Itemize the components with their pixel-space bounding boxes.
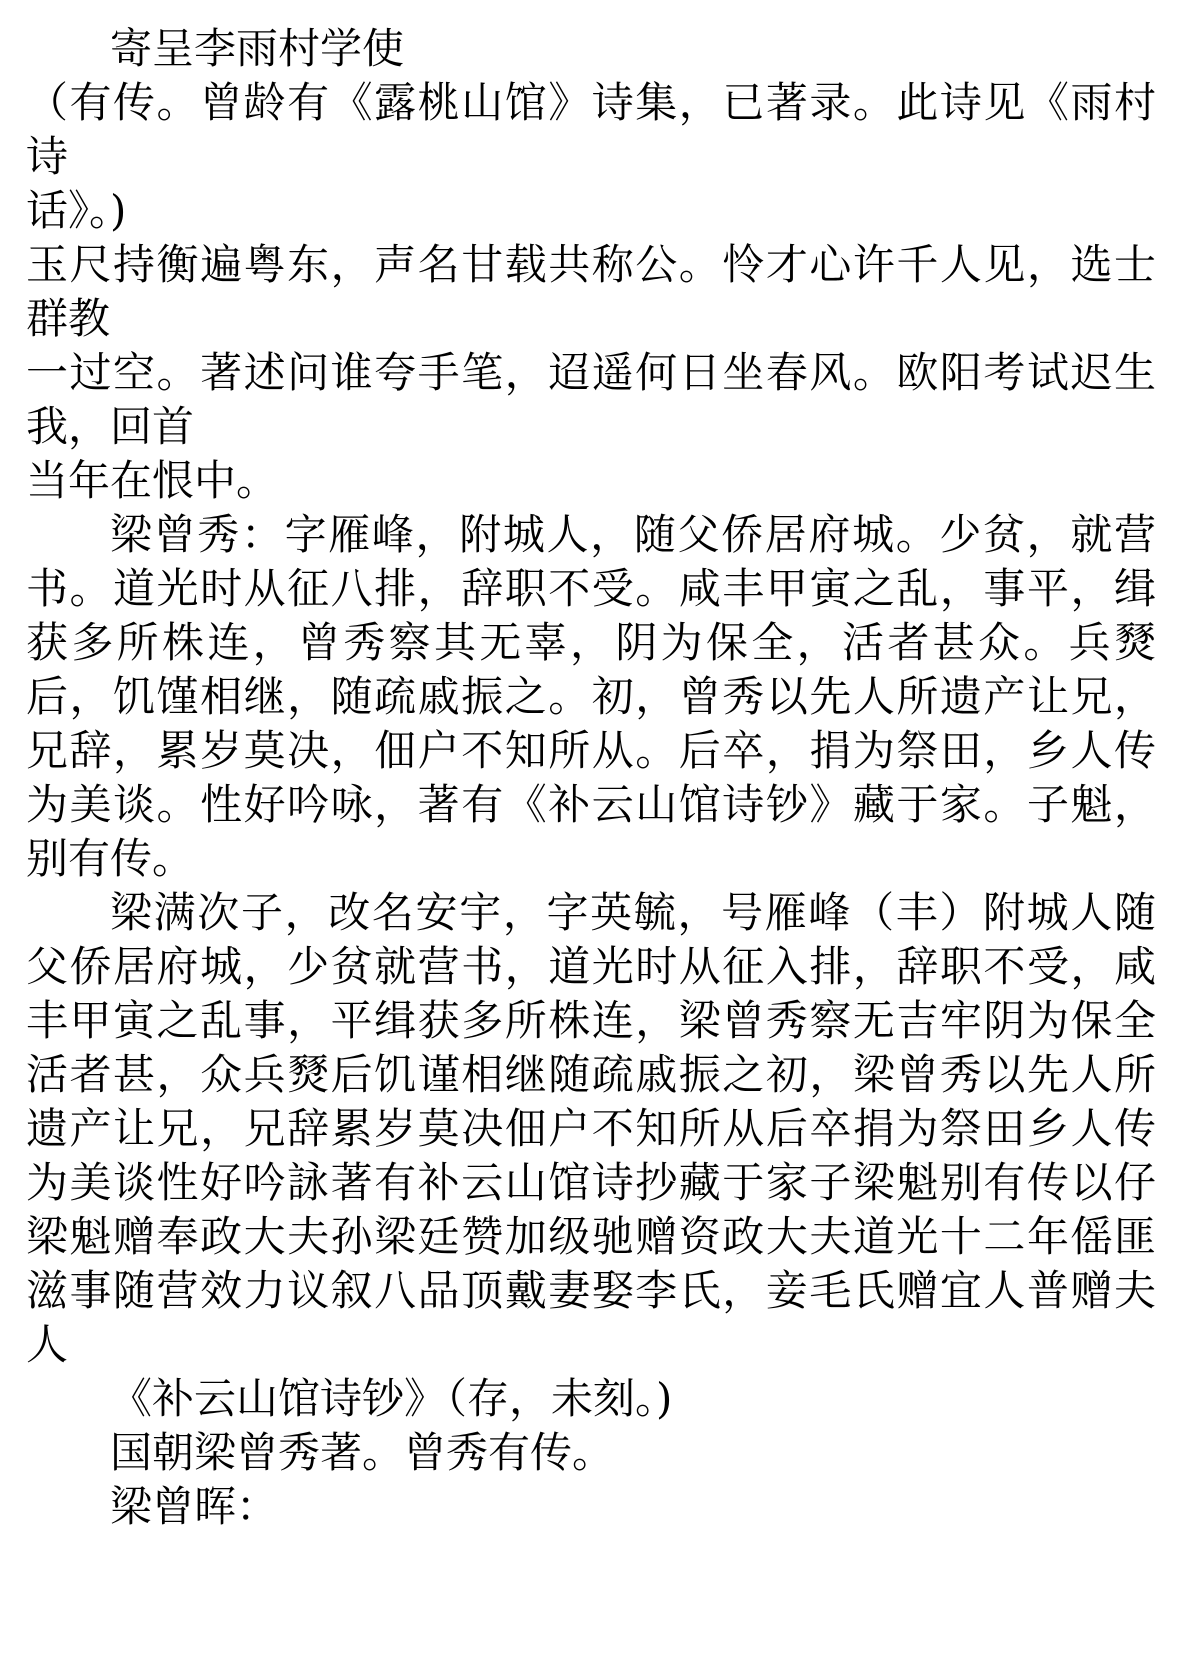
biography-variant-line: 梁魁赠奉政大夫孙梁廷赞加级驰赠资政大夫道光十二年傜匪 [26, 1212, 1156, 1261]
poem-line: 玉尺持衡遍粤东，声名甘载共称公。怜才心许千人见，选士 [26, 240, 1156, 289]
biography-variant-line: 人 [26, 1320, 69, 1369]
biography-variant-line: 为美谈性好吟詠著有补云山馆诗抄藏于家子梁魁别有传以仔 [26, 1158, 1156, 1207]
biography-variant-line: 活者甚，众兵燹后饥谨相继随疏戚振之初，梁曾秀以先人所 [26, 1050, 1156, 1099]
book-author: 国朝梁曾秀著。曾秀有传。 [110, 1428, 615, 1477]
biography-line: 为美谈。性好吟咏，著有《补云山馆诗钞》藏于家。子魁， [26, 780, 1156, 829]
biography-line: 梁曾秀：字雁峰，附城人，随父侨居府城。少贫，就营 [110, 510, 1156, 559]
poem-line: 群教 [26, 294, 111, 343]
next-entry-heading: 梁曾晖： [110, 1482, 279, 1531]
poem-title: 寄呈李雨村学使 [110, 24, 405, 73]
biography-line: 书。道光时从征八排，辞职不受。咸丰甲寅之乱，事平，缉 [26, 564, 1156, 613]
biography-variant-line: 父侨居府城，少贫就营书，道光时从征入排，辞职不受，咸 [26, 942, 1156, 991]
poem-note-line: （有传。曾龄有《露桃山馆》诗集，已著录。此诗见《雨村 [26, 78, 1156, 127]
book-title: 《补云山馆诗钞》（存，未刻。) [110, 1374, 673, 1423]
biography-variant-line: 遗产让兄，兄辞累岁莫决佃户不知所从后卒捐为祭田乡人传 [26, 1104, 1156, 1153]
poem-note-line: 话》。) [26, 186, 127, 235]
biography-line: 别有传。 [26, 834, 195, 883]
biography-line: 兄辞，累岁莫决，佃户不知所从。后卒，捐为祭田，乡人传 [26, 726, 1156, 775]
poem-line: 我，回首 [26, 402, 195, 451]
biography-variant-line: 丰甲寅之乱事，平缉获多所株连，梁曾秀察无吉牢阴为保全 [26, 996, 1156, 1045]
biography-variant-line: 滋事随营效力议叙八品顶戴妻娶李氏，妾毛氏赠宜人普赠夫 [26, 1266, 1156, 1315]
biography-line: 获多所株连，曾秀察其无辜，阴为保全，活者甚众。兵燹 [26, 618, 1156, 667]
biography-line: 后，饥馑相继，随疏戚振之。初，曾秀以先人所遗产让兄， [26, 672, 1156, 721]
poem-note-line: 诗 [26, 132, 69, 181]
poem-line: 一过空。著述问谁夸手笔，迢遥何日坐春风。欧阳考试迟生 [26, 348, 1156, 397]
biography-variant-line: 梁满次子，改名安宇，字英毓，号雁峰（丰）附城人随 [110, 888, 1156, 937]
document-page [26, 22, 1156, 1534]
poem-line: 当年在恨中。 [26, 456, 279, 505]
